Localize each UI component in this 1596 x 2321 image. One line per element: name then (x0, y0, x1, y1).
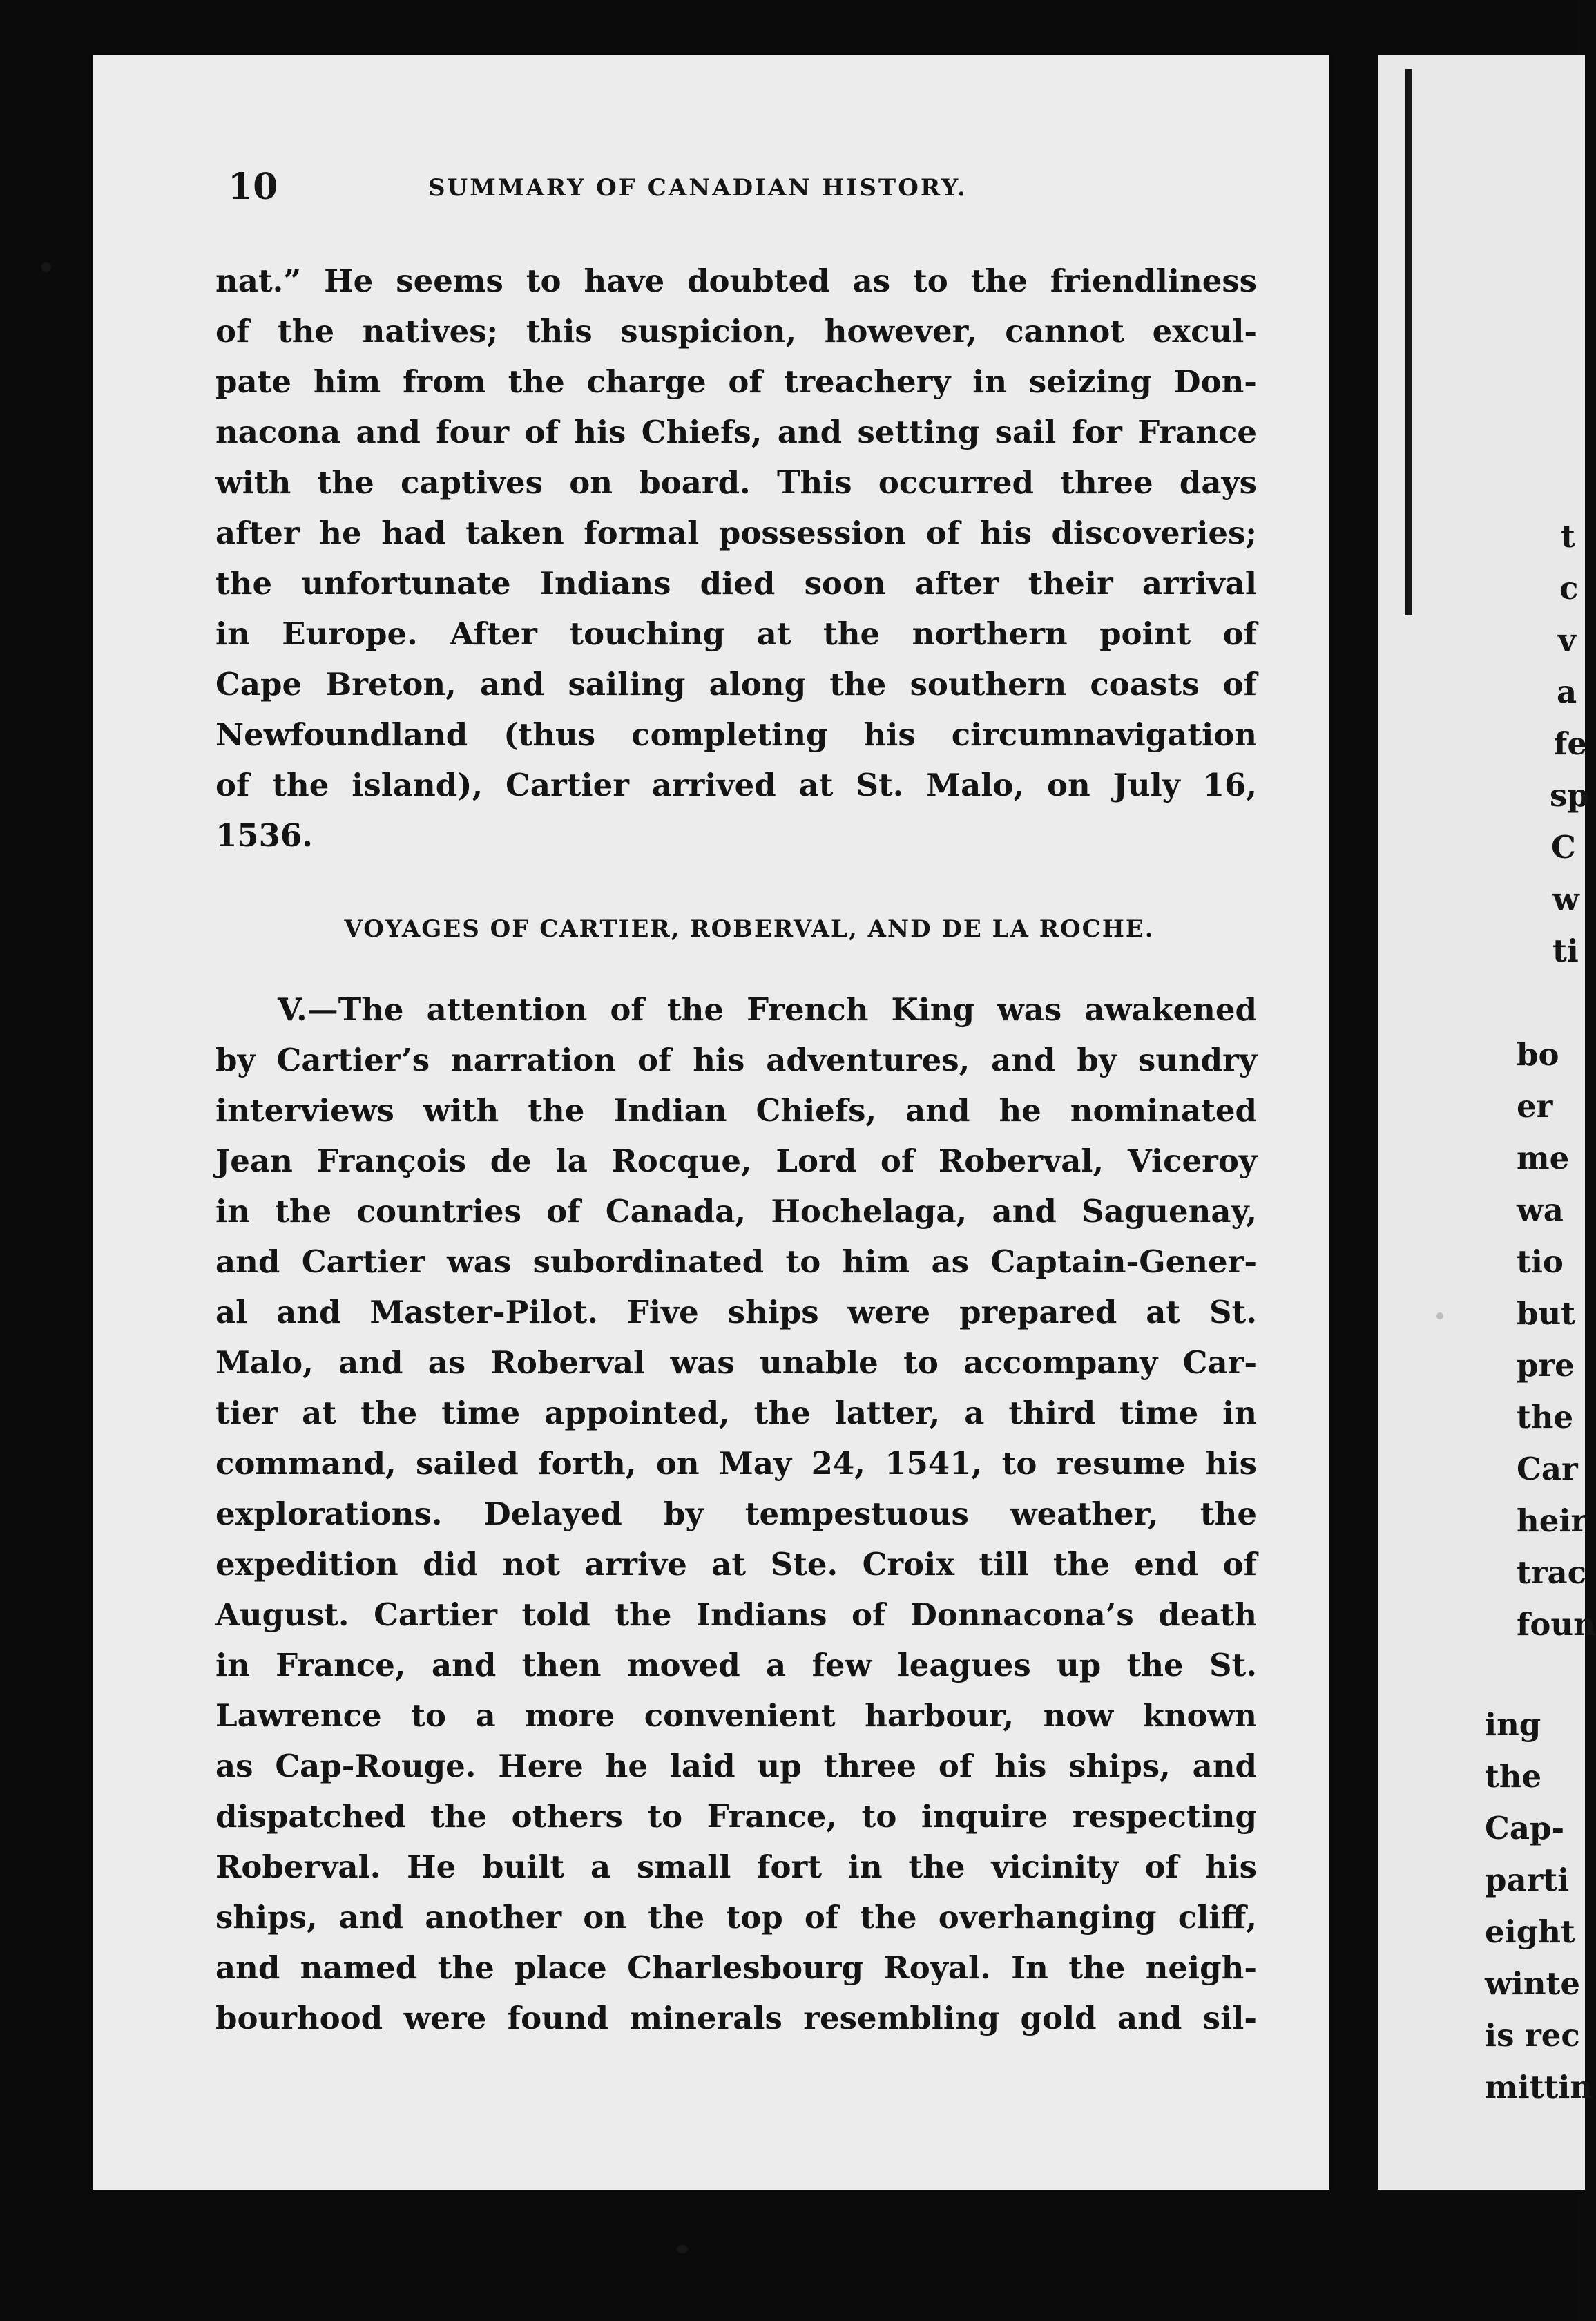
text-line: after he had taken formal possession of his discoveries; (215, 515, 1257, 551)
text-line: in Europe. After touching at the northern point of (215, 615, 1257, 652)
text-line: of the natives; this suspicion, however, cannot excul- (215, 313, 1257, 350)
adjacent-text-fragment: wa (1517, 1192, 1564, 1228)
adjacent-text-fragment: me (1517, 1140, 1570, 1176)
adjacent-text-fragment: but (1517, 1295, 1575, 1332)
text-line: Malo, and as Roberval was unable to accompany Car- (215, 1344, 1257, 1381)
adjacent-text-fragment: sp (1550, 777, 1589, 814)
dust-speck (1436, 1312, 1443, 1319)
text-line: bourhood were found minerals resembling gold and sil- (215, 2000, 1257, 2036)
adjacent-text-fragment: pre (1517, 1347, 1575, 1384)
text-line: nat.” He seems to have doubted as to the friendliness (215, 262, 1257, 299)
text-line: dispatched the others to France, to inquire respecting (215, 1798, 1257, 1835)
text-line: Roberval. He built a small fort in the vicinity of his (215, 1849, 1257, 1885)
adjacent-text-fragment: winte (1485, 1965, 1580, 2002)
adjacent-text-fragment: Cap- (1485, 1810, 1565, 1846)
page-header (228, 166, 1264, 214)
text-line: al and Master-Pilot. Five ships were prepared at St. (215, 1294, 1257, 1330)
running-head: SUMMARY OF CANADIAN HISTORY. (428, 174, 968, 202)
adjacent-text-fragment: C (1551, 829, 1576, 866)
text-line: in France, and then moved a few leagues up the St. (215, 1647, 1257, 1683)
text-line: by Cartier’s narration of his adventures, and by sundry (215, 1042, 1257, 1078)
text-line: and named the place Charlesbourg Royal. In the neigh- (215, 1949, 1257, 1986)
adjacent-text-fragment: is rec (1485, 2017, 1580, 2054)
text-line: of the island), Cartier arrived at St. Malo, on July 16, (215, 767, 1257, 803)
paragraph-2 (215, 984, 1257, 2043)
text-line: Lawrence to a more convenient harbour, now known (215, 1697, 1257, 1734)
adjacent-text-fragment: parti (1485, 1862, 1570, 1898)
text-line: as Cap-Rouge. Here he laid up three of his ships, and (215, 1748, 1257, 1784)
text-line: Cape Breton, and sailing along the southern coasts of (215, 666, 1257, 703)
adjacent-text-fragment: eight (1485, 1913, 1575, 1950)
adjacent-text-fragment: Car (1517, 1451, 1578, 1487)
gutter-shadow (1405, 69, 1412, 615)
paragraph-1 (215, 256, 1257, 861)
adjacent-text-fragment: fe (1554, 725, 1587, 762)
page-number: 10 (228, 166, 278, 208)
text-line: tier at the time appointed, the latter, a third time in (215, 1395, 1257, 1431)
adjacent-text-fragment: bo (1517, 1036, 1559, 1073)
text-line: with the captives on board. This occurred three days (215, 464, 1257, 501)
text-line: interviews with the Indian Chiefs, and he nominated (215, 1092, 1257, 1129)
text-line: and Cartier was subordinated to him as Captain-Gener- (215, 1243, 1257, 1280)
adjacent-text-fragment: trac (1517, 1554, 1587, 1591)
dust-speck (41, 262, 51, 272)
text-line: the unfortunate Indians died soon after their arrival (215, 565, 1257, 602)
text-line: expedition did not arrive at Ste. Croix till the end of (215, 1546, 1257, 1583)
adjacent-text-fragment: the (1517, 1399, 1574, 1435)
adjacent-text-fragment: w (1552, 881, 1579, 917)
section-heading: VOYAGES OF CARTIER, ROBERVAL, AND DE LA ROCHE. (344, 915, 1155, 943)
text-line: 1536. (215, 817, 313, 854)
text-line: explorations. Delayed by tempestuous weather, the (215, 1496, 1257, 1532)
adjacent-text-fragment: a (1557, 674, 1577, 710)
adjacent-text-fragment: er (1517, 1088, 1553, 1125)
adjacent-text-fragment: v (1558, 622, 1577, 658)
adjacent-text-fragment: mittin (1485, 2069, 1593, 2105)
text-line: nacona and four of his Chiefs, and setting sail for France (215, 414, 1257, 450)
dust-speck (677, 2245, 688, 2253)
text-line: in the countries of Canada, Hochelaga, and Saguenay, (215, 1193, 1257, 1230)
adjacent-text-fragment: ti (1552, 933, 1579, 969)
adjacent-text-fragment: foun (1517, 1606, 1596, 1643)
adjacent-text-fragment: t (1561, 518, 1575, 555)
text-line: command, sailed forth, on May 24, 1541, to resume his (215, 1445, 1257, 1482)
adjacent-text-fragment: heir (1517, 1502, 1588, 1539)
text-line: V.—The attention of the French King was awakened (278, 991, 1257, 1028)
adjacent-text-fragment: c (1559, 570, 1579, 606)
adjacent-text-fragment: the (1485, 1758, 1542, 1795)
adjacent-text-fragment: ing (1485, 1706, 1541, 1743)
adjacent-text-fragment: tio (1517, 1243, 1564, 1280)
text-line: August. Cartier told the Indians of Donnacona’s death (215, 1596, 1257, 1633)
text-line: pate him from the charge of treachery in seizing Don- (215, 363, 1257, 400)
text-line: Newfoundland (thus completing his circumnavigation (215, 716, 1257, 753)
text-line: ships, and another on the top of the overhanging cliff, (215, 1899, 1257, 1936)
text-line: Jean François de la Rocque, Lord of Roberval, Viceroy (215, 1143, 1257, 1179)
